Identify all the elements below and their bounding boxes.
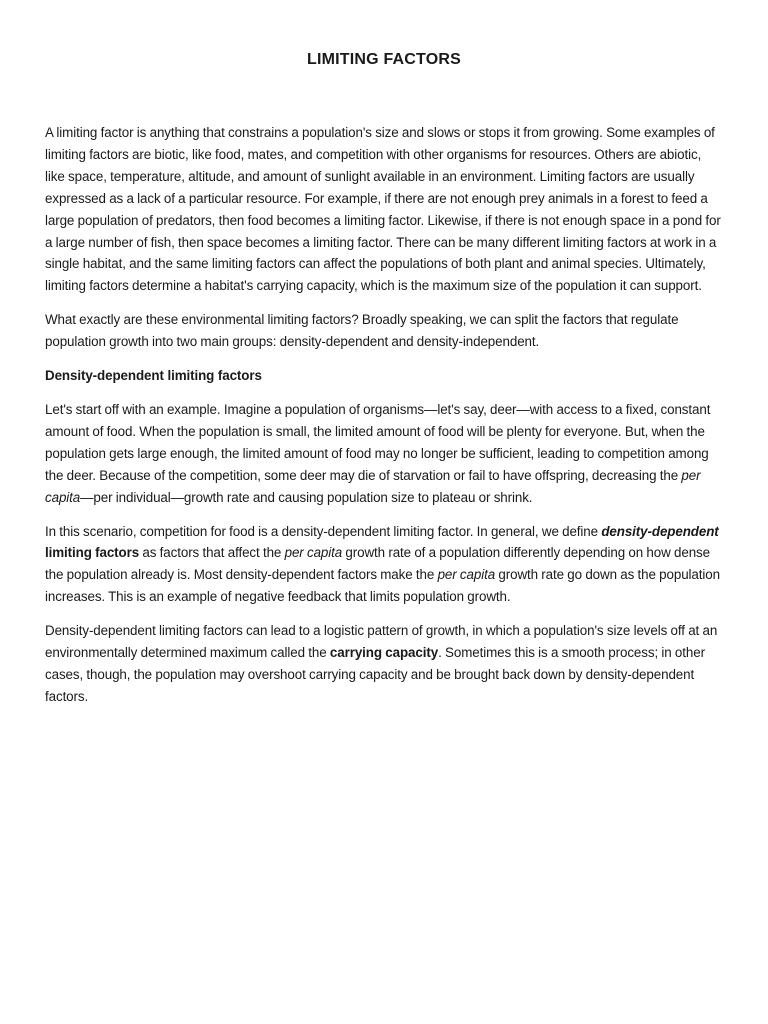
text-run: growth rate of a population differently depending on how dense the population already is. Most density-dependent factors make the <box>45 545 711 583</box>
paragraph-intro: A limiting factor is anything that constrains a population's size and slows or stops it from growing. Some examples of limiting factors are biotic, like food, mates, and competition with other organisms for resources. Others are abiotic, like space, temperature, altitude, and amount of sunlight available in an environment. Limiting factors are usually expressed as a lack of a particular resource. For example, if there are not enough prey animals in a forest to feed a large population of predators, then food becomes a limiting factor. Likewise, if there is not enough space in a pond for a large number of fish, then space becomes a limiting factor. There can be many different limiting factors at work in a single habitat, and the same limiting factors can affect the populations of both plant and animal species. Ultimately, limiting factors determine a habitat's carrying capacity, which is the maximum size of the population it can support. <box>45 125 721 294</box>
text-run: Let's start off with an example. Imagine a population of organisms—let's say, deer—with access to a fixed, constant amount of food. When the population is small, the limited amount of food will be plenty for everyone. But, when the population gets large enough, the limited amount of food may no longer be sufficient, leading to competition among the deer. Because of the competition, some deer may die of starvation or fail to have offspring, decreasing the <box>45 401 711 483</box>
italic-term: per capita <box>437 567 496 583</box>
text-run: In this scenario, competition for food is a density-dependent limiting factor. In general, we define <box>45 523 602 539</box>
section-heading-density-dependent: Density-dependent limiting factors <box>45 368 262 384</box>
paragraph-definition <box>45 521 723 609</box>
paragraph-logistic-growth <box>45 620 723 708</box>
paragraph-deer-example <box>45 399 723 509</box>
bold-term: carrying capacity <box>329 645 439 661</box>
text-run: as factors that affect the <box>139 545 285 561</box>
italic-term: per capita <box>45 467 701 505</box>
italic-term: per capita <box>284 545 343 561</box>
text-run: Density-dependent limiting factors can lead to a logistic pattern of growth, in which a population's size levels off at an environmentally determined maximum called the <box>45 623 718 661</box>
page-title: LIMITING FACTORS <box>306 51 461 68</box>
bold-term: limiting factors <box>45 545 140 561</box>
text-run: . Sometimes this is a smooth process; in other cases, though, the population may overshoot carrying capacity and be brought back down by density-dependent factors. <box>45 645 705 704</box>
text-run: —per individual—growth rate and causing population size to plateau or shrink. <box>80 489 533 505</box>
paragraph-overview: What exactly are these environmental limiting factors? Broadly speaking, we can split the factors that regulate population growth into two main groups: density-dependent and density-independent. <box>45 312 679 350</box>
bold-italic-term: density-dependent <box>601 523 719 539</box>
text-run: growth rate go down as the population increases. This is an example of negative feedback that limits population growth. <box>45 567 720 605</box>
